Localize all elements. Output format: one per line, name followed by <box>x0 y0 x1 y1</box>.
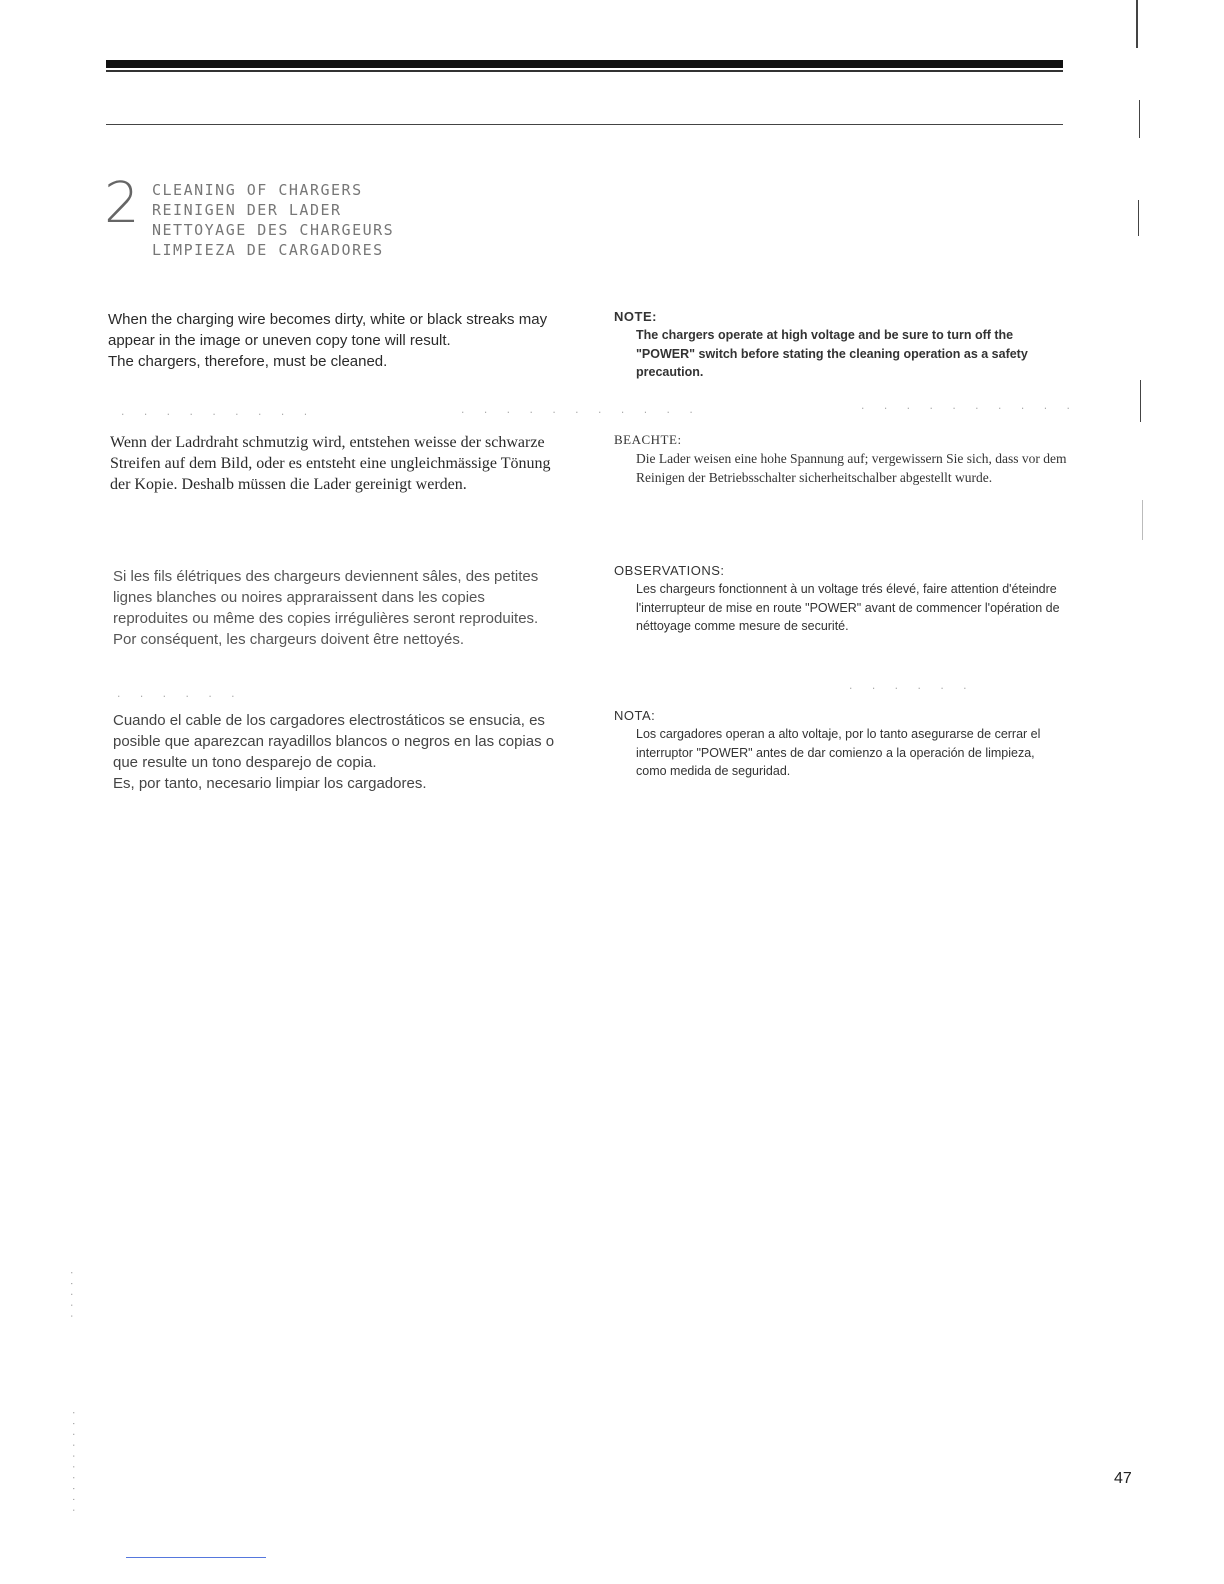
scan-dots: . . . . . . <box>848 682 974 692</box>
note-text: Die Lader weisen eine hohe Spannung auf; vergewissern Sie sich, dass vor dem Reinigen der Betriebsschalter sicherheitschalber abgestellt wurde. <box>636 451 1067 485</box>
note-text: The chargers operate at high voltage and be sure to turn off the "POWER" switch before stating the cleaning operation as a safety precaution. <box>636 328 1028 379</box>
english-paragraph: When the charging wire becomes dirty, white or black streaks may appear in the image or uneven copy tone will result. <box>108 311 548 349</box>
scan-edge-line <box>1140 380 1141 422</box>
french-note <box>614 563 1068 636</box>
scan-edge-line <box>1142 500 1143 540</box>
english-note <box>614 309 1068 382</box>
scan-dots: . . . . . . <box>116 690 242 700</box>
note-label: OBSERVATIONS: <box>614 563 725 578</box>
spanish-paragraph: Cuando el cable de los cargadores electrostáticos se ensucia, es posible que aparezcan rayadillos blancos o negros en las copias o que resulte un tono desparejo de copia. <box>113 712 555 771</box>
note-label: NOTE: <box>614 309 657 324</box>
spanish-body <box>113 710 563 794</box>
scan-edge-line <box>1136 0 1138 48</box>
header-thin-rule <box>106 70 1063 72</box>
german-body <box>110 432 560 495</box>
scan-dots: . . . . . . . . . . <box>860 402 1077 412</box>
section-title-en: CLEANING OF CHARGERS <box>152 181 363 199</box>
scan-edge-line <box>1138 200 1139 236</box>
english-paragraph: The chargers, therefore, must be cleaned. <box>108 353 388 370</box>
section-title-es: LIMPIEZA DE CARGADORES <box>152 241 384 259</box>
scan-dots: . . . . . . . . . . . <box>460 406 700 416</box>
german-paragraph: Wenn der Ladrdraht schmutzig wird, entstehen weisse der schwarze Streifen auf dem Bild, oder es entsteht eine ungleichmässige Tönung der Kopie. Deshalb müssen die Lader gereinigt werden. <box>110 434 551 493</box>
french-paragraph: Por conséquent, les chargeurs doivent être nettoyés. <box>113 631 465 648</box>
header-lower-rule <box>106 124 1063 125</box>
scan-dots: . . . . . . . . . . <box>70 1410 80 1513</box>
scan-edge-line <box>1139 100 1140 138</box>
spanish-paragraph: Es, por tanto, necesario limpiar los cargadores. <box>113 775 427 792</box>
note-label: BEACHTE: <box>614 432 682 447</box>
french-paragraph: Si les fils élétriques des chargeurs deviennent sâles, des petites lignes blanches ou noires appraraissent dans les copies reproduites ou même des copies irrégulières seront reproduites. <box>113 568 539 627</box>
english-body <box>108 309 560 372</box>
spanish-note <box>614 708 1068 781</box>
german-note <box>614 432 1068 487</box>
scan-dots: . . . . . <box>68 1270 78 1319</box>
header-thick-rule <box>106 60 1063 68</box>
note-text: Los cargadores operan a alto voltaje, por lo tanto asegurarse de cerrar el interruptor "POWER" antes de dar comienzo a la operación de limpieza, como medida de seguridad. <box>636 727 1041 778</box>
note-text: Les chargeurs fonctionnent à un voltage trés élevé, faire attention d'éteindre l'interrupteur de mise en route "POWER" avant de commencer l'opération de néttoyage comme mesure de securité. <box>636 582 1060 633</box>
bottom-edge-line <box>126 1557 266 1558</box>
section-number: 2 <box>104 171 140 236</box>
note-label: NOTA: <box>614 708 656 723</box>
scan-dots: . . . . . . . . . <box>120 408 315 418</box>
french-body <box>113 566 561 650</box>
section-title-de: REINIGEN DER LADER <box>152 201 342 219</box>
section-title-list <box>152 180 394 260</box>
section-title-fr: NETTOYAGE DES CHARGEURS <box>152 221 395 239</box>
page-number: 47 <box>1114 1470 1132 1487</box>
